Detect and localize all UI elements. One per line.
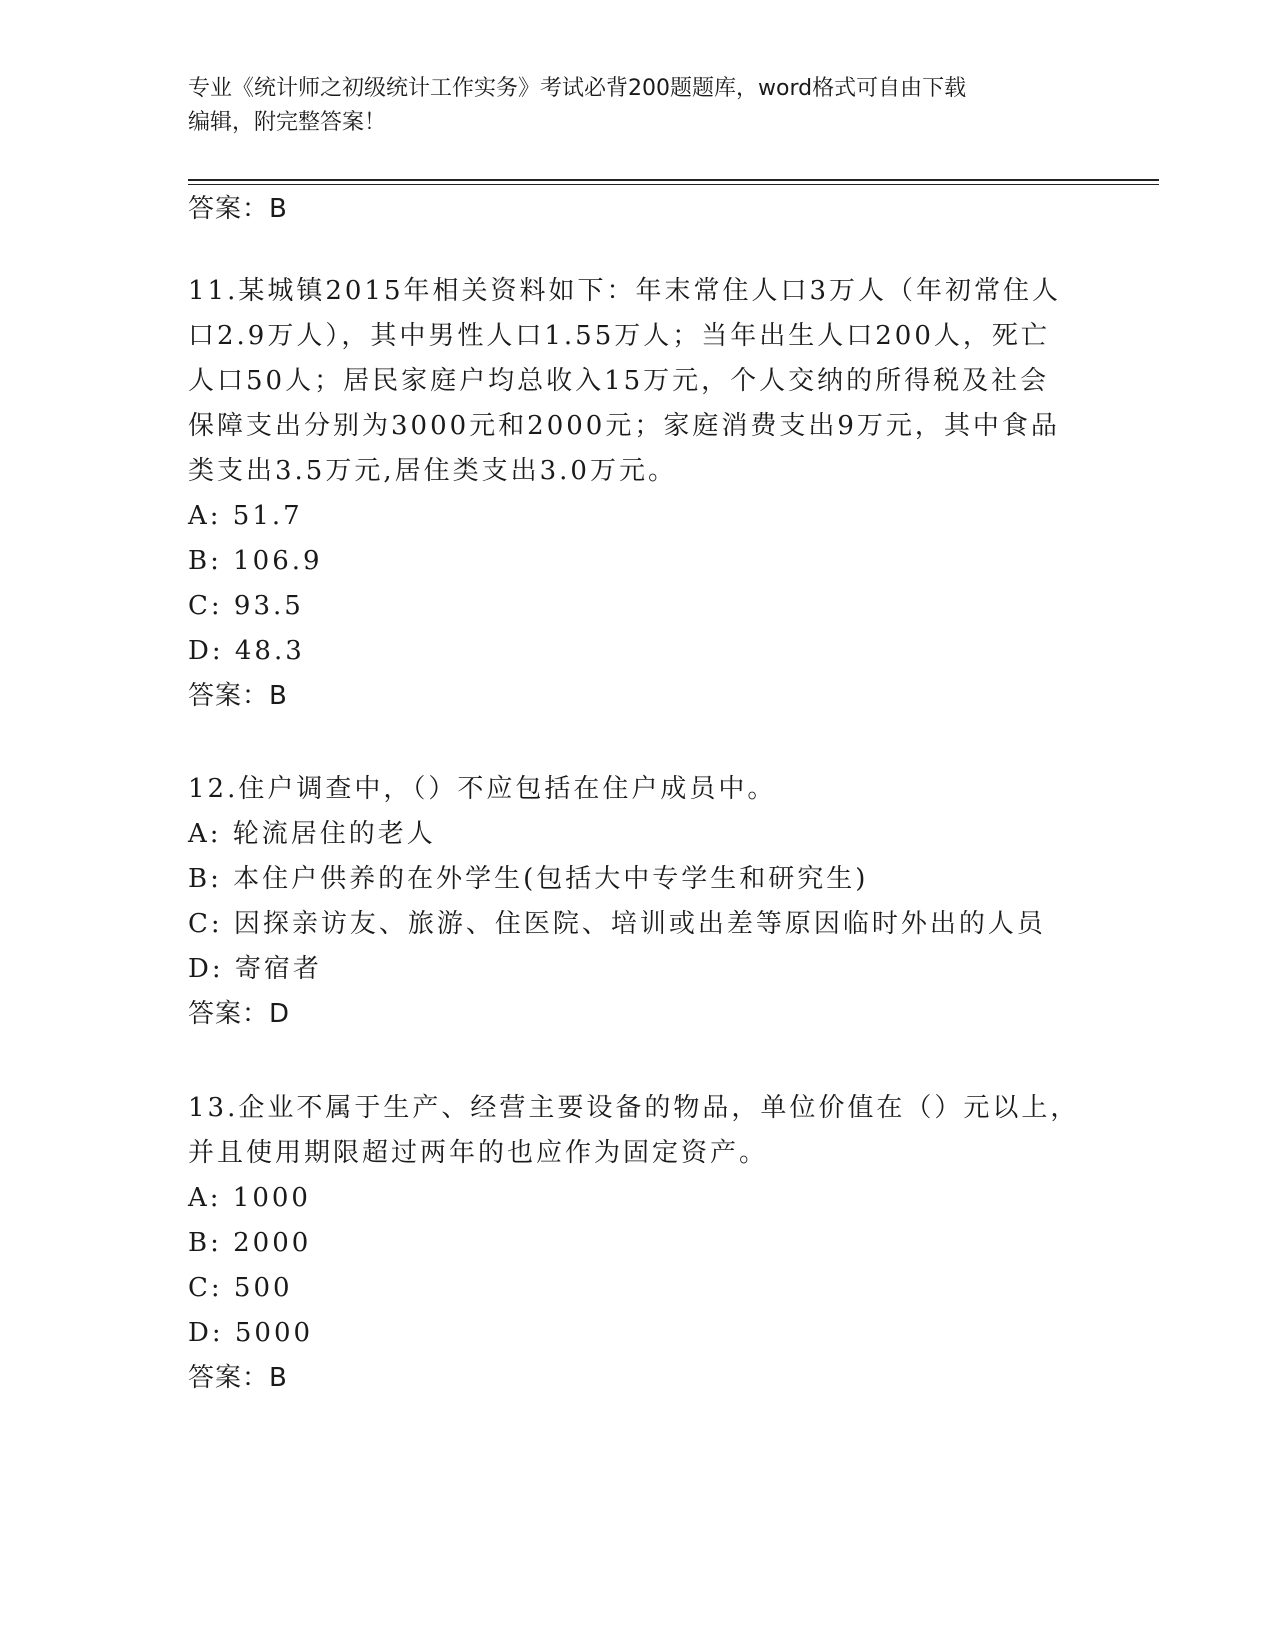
question-11-option-c: C: 93.5 (188, 591, 304, 621)
question-11-option-a: A: 51.7 (188, 501, 303, 531)
question-13-stem-line: 13.企业不属于生产、经营主要设备的物品，单位价值在（）元以上， (188, 1093, 1080, 1123)
header-line-1: 专业《统计师之初级统计工作实务》考试必背200题题库，word格式可自由下载 (188, 76, 967, 101)
question-13-option-a: A: 1000 (188, 1183, 311, 1213)
header-line-2: 编辑，附完整答案！ (188, 110, 387, 135)
question-13-option-d: D: 5000 (188, 1318, 314, 1348)
question-12-option-c: C: 因探亲访友、旅游、住医院、培训或出差等原因临时外出的人员 (188, 909, 1046, 939)
question-11-answer: 答案：B (188, 681, 288, 711)
question-13-option-b: B: 2000 (188, 1228, 312, 1258)
previous-answer: 答案：B (188, 194, 288, 224)
question-12-option-a: A: 轮流居住的老人 (188, 819, 436, 849)
question-11-stem-line: 11.某城镇2015年相关资料如下：年末常住人口3万人（年初常住人 (188, 276, 1062, 306)
question-12-stem-line: 12.住户调查中，（）不应包括在住户成员中。 (188, 774, 777, 804)
header-rule-thin (188, 184, 1159, 185)
question-13-answer: 答案：B (188, 1363, 288, 1393)
question-13-stem-line: 并且使用期限超过两年的也应作为固定资产。 (188, 1138, 769, 1168)
header-rule-thick (188, 179, 1159, 181)
question-11-option-b: B: 106.9 (188, 546, 323, 576)
question-11-stem-line: 类支出3.5万元,居住类支出3.0万元。 (188, 456, 677, 486)
question-11-stem-line: 口2.9万人），其中男性人口1.55万人；当年出生人口200人，死亡 (188, 321, 1050, 351)
question-12-option-b: B: 本住户供养的在外学生(包括大中专学生和研究生) (188, 864, 869, 894)
question-11-option-d: D: 48.3 (188, 636, 305, 666)
question-12-answer: 答案：D (188, 999, 291, 1029)
question-11-stem-line: 人口50人；居民家庭户均总收入15万元，个人交纳的所得税及社会 (188, 366, 1050, 396)
document-header (188, 72, 1088, 140)
question-13-option-c: C: 500 (188, 1273, 293, 1303)
question-12-option-d: D: 寄宿者 (188, 954, 322, 984)
question-11-stem-line: 保障支出分别为3000元和2000元；家庭消费支出9万元，其中食品 (188, 411, 1060, 441)
